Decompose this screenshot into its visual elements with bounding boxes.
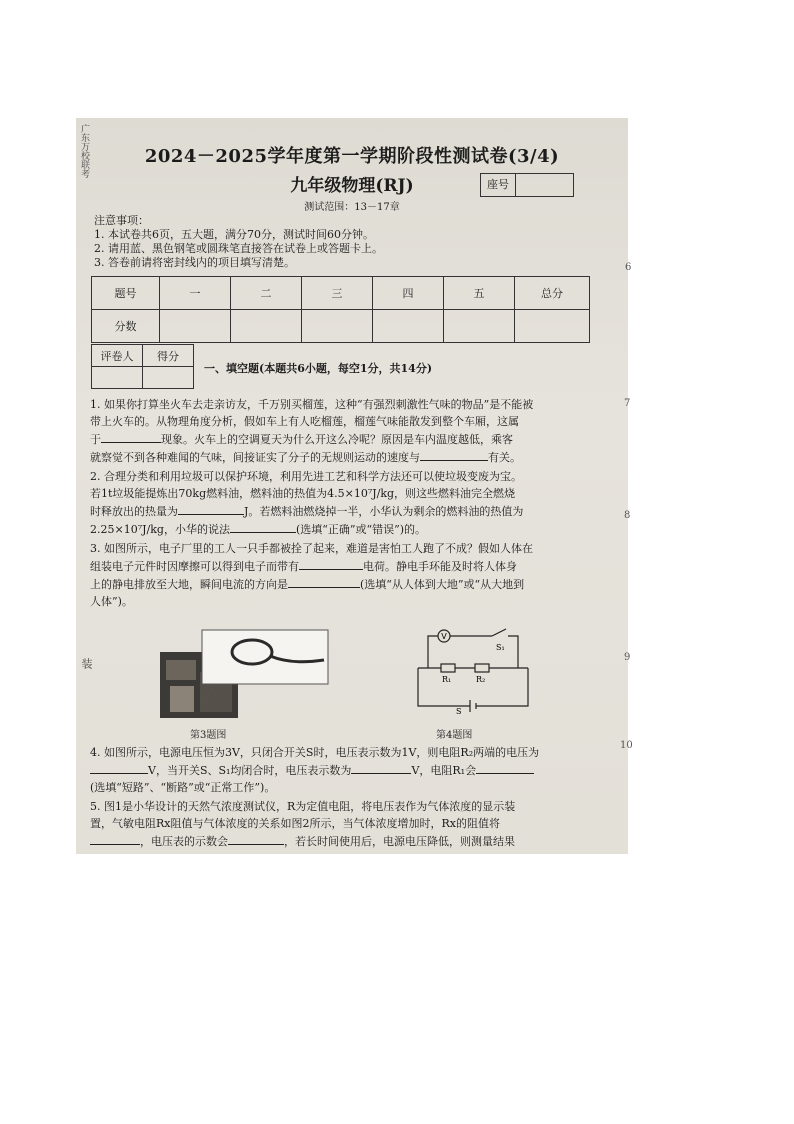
score-cell[interactable] [515,310,590,343]
answer-blank[interactable] [420,448,488,461]
question-text: V，电阻R₁会 [411,764,477,777]
question-text: (选填“正确”或“错误”)的。 [295,523,427,536]
edge-number: 9 [624,652,631,663]
exam-title: 2024－2025学年度第一学期阶段性测试卷(3/4) [144,146,560,167]
question-4 [90,744,610,796]
question-text: 4. 如图所示，电源电压恒为3V，只闭合开关S时，电压表示数为1V，则电阻R₂两端的电压为 [90,746,540,759]
circuit-diagram [408,626,538,716]
resistor-r2-label: R₂ [476,675,486,684]
answer-blank[interactable] [90,832,140,845]
answer-blank[interactable] [178,502,244,515]
answer-blank[interactable] [299,557,363,570]
grader-label: 评卷人 [92,345,143,367]
question-2 [90,468,610,538]
edge-number: 10 [620,740,633,751]
answer-blank[interactable] [228,832,284,845]
note-item: 3. 答卷前请将密封线内的项目填写清楚。 [94,256,295,269]
score-table [91,276,590,343]
question-text: (选填“从人体到大地”或“从大地到 [360,578,525,591]
question-text: 就察觉不到各种难闻的气味，间接证实了分子的无规则运动的速度与 [90,451,420,464]
edge-number: 7 [624,398,631,409]
score-header-cell: 总分 [515,277,590,310]
grader-table [91,344,194,389]
question-text: ，若长时间使用后，电源电压降低，则测量结果 [284,835,515,848]
grader-cell[interactable] [92,367,143,389]
question-text: 置，气敏电阻Rx阻值与气体浓度的关系如图2所示，当气体浓度增加时，Rx的阻值将 [90,817,500,830]
exam-notes [94,214,383,270]
exam-subtitle: 九年级物理(RJ) [290,176,414,196]
score-cell[interactable] [444,310,515,343]
note-item: 1. 本试卷共6页，五大题，满分70分，测试时间60分钟。 [94,228,374,241]
question-text: J。若燃料油燃烧掉一半，小华认为剩余的燃料油的热值为 [244,505,524,518]
answer-blank[interactable] [230,520,296,533]
score-cell[interactable] [373,310,444,343]
answer-blank[interactable] [351,761,411,774]
question-text: 组装电子元件时因摩擦可以得到电子而带有 [90,560,299,573]
section-heading: 一、填空题(本题共6小题，每空1分，共14分) [204,362,433,375]
score-row-label: 分数 [92,310,160,343]
figure-4-circuit [408,626,538,716]
question-text: 2.25×10⁷J/kg，小华的说法 [90,523,230,536]
score-header-cell: 一 [160,277,231,310]
exam-paper-photo [76,118,631,854]
question-text: 于 [90,433,101,446]
score-header-cell: 题号 [92,277,160,310]
question-text: 1. 如果你打算坐火车去走亲访友，千万别买榴莲，这种“有强烈刺激性气味的物品”是不能被 [90,398,534,411]
question-text: 现象。火车上的空调夏天为什么开这么冷呢？原因是车内温度越低，乘客 [161,433,513,446]
score-header-cell: 三 [302,277,373,310]
question-text: 电荷。静电手环能及时将人体身 [363,560,517,573]
question-5 [90,798,610,850]
seat-number-box[interactable] [480,173,574,197]
grader-score-cell[interactable] [143,367,194,389]
score-table-header-row [92,277,590,310]
switch-s1-label: S₁ [496,643,505,652]
resistor-r1-label: R₁ [442,675,452,684]
voltmeter-label: V [441,632,447,641]
question-text: 时释放出的热量为 [90,505,178,518]
answer-blank[interactable] [476,761,534,774]
grader-score-label: 得分 [143,345,194,367]
figure-3-caption: 第3题图 [190,730,227,741]
question-text: V，当开关S、S₁均闭合时，电压表示数为 [148,764,352,777]
score-header-cell: 四 [373,277,444,310]
seat-label: 座号 [481,174,516,196]
switch-s-label: S [456,707,462,716]
question-text: 有关。 [488,451,521,464]
question-text: 上的静电排放至大地，瞬间电流的方向是 [90,578,288,591]
answer-blank[interactable] [288,575,360,588]
notes-heading: 注意事项： [94,214,149,227]
question-text: 3. 如图所示，电子厂里的工人一只手都被拴了起来，难道是害怕工人跑了不成？假如人体在 [90,542,533,555]
figure-3 [160,612,330,720]
question-text: 5. 图1是小华设计的天然气浓度测试仪，R为定值电阻，将电压表作为气体浓度的显示装 [90,800,516,813]
question-1 [90,396,610,466]
score-cell[interactable] [160,310,231,343]
question-text: 若1t垃圾能提炼出70kg燃料油，燃料油的热值为4.5×10⁷J/kg，则这些燃料油完全燃烧 [90,487,516,500]
question-3 [90,540,610,610]
figure-3-illustration [160,612,330,720]
edge-number: 8 [624,510,631,521]
score-cell[interactable] [302,310,373,343]
question-text: (选填“短路”、“断路”或“正常工作”)。 [90,781,276,794]
question-text: 人体”)。 [90,595,133,608]
binding-margin-mark: 装 [80,658,93,669]
edge-number: 6 [625,262,632,273]
question-text: ，电压表的示数会 [140,835,228,848]
binding-margin-text: 广东万校联考 [79,124,89,178]
score-header-cell: 五 [444,277,515,310]
test-range: 测试范围：13－17章 [304,202,400,213]
score-table-score-row [92,310,590,343]
answer-blank[interactable] [101,430,161,443]
question-text: 2. 合理分类和利用垃圾可以保护环境，利用先进工艺和科学方法还可以使垃圾变废为宝。 [90,470,522,483]
note-item: 2. 请用蓝、黑色钢笔或圆珠笔直接答在试卷上或答题卡上。 [94,242,383,255]
score-cell[interactable] [231,310,302,343]
answer-blank[interactable] [90,761,148,774]
question-text: 带上火车的。从物理角度分析，假如车上有人吃榴莲，榴莲气味能散发到整个车厢，这属 [90,415,519,428]
figure-4-caption: 第4题图 [436,730,473,741]
score-header-cell: 二 [231,277,302,310]
